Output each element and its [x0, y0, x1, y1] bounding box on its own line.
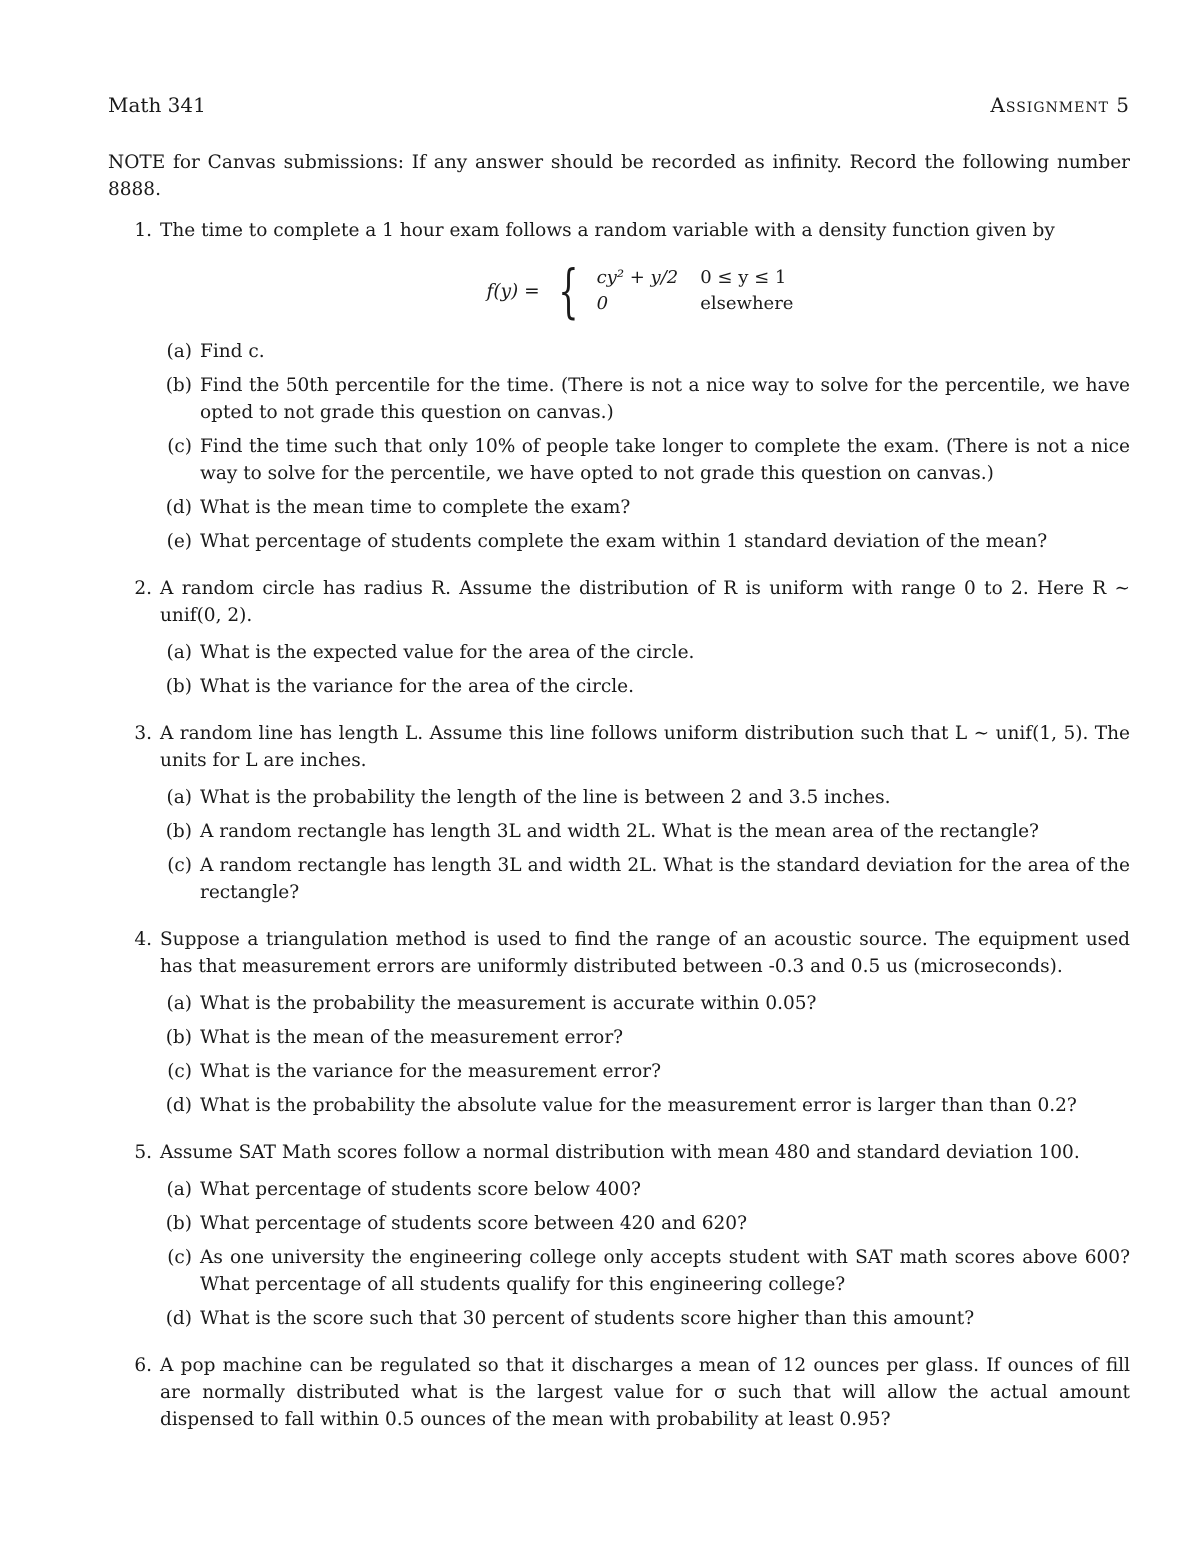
problem-6	[108, 1352, 1130, 1433]
problem-text: Assume SAT Math scores follow a normal distribution with mean 480 and standard deviation 100.	[160, 1142, 1080, 1163]
part-5c: (c) As one university the engineering college only accepts student with SAT math scores above 600? What percentage of all students qualify for this engineering college?	[167, 1247, 1130, 1295]
part-5d: (d) What is the score such that 30 percent of students score higher than this amount?	[165, 1308, 975, 1329]
problem-number: 1.	[134, 220, 152, 241]
course-title: Math 341	[108, 93, 206, 117]
problem-text: A pop machine can be regulated so that it discharges a mean of 12 ounces per glass. If ounces of fill are normally distributed what is the largest value for σ such that will allow the actual amount dispensed to fall within 0.5 ounces of the mean with probability at least 0.95?	[160, 1355, 1130, 1430]
part-3b: (b) A random rectangle has length 3L and width 2L. What is the mean area of the rectangle?	[165, 821, 1039, 842]
part-4b: (b) What is the mean of the measurement error?	[165, 1027, 624, 1048]
part-4a: (a) What is the probability the measurement is accurate within 0.05?	[166, 993, 817, 1014]
assignment-title: Assignment 5	[990, 93, 1130, 117]
part-1e: (e) What percentage of students complete the exam within 1 standard deviation of the mean?	[166, 531, 1048, 552]
problem-number: 2.	[134, 578, 152, 599]
formula-lhs: f(y) =	[486, 280, 540, 302]
problem-text: The time to complete a 1 hour exam follows a random variable with a density function given by	[160, 220, 1055, 241]
part-1a: (a) Find c.	[166, 341, 265, 362]
problem-text: Suppose a triangulation method is used to find the range of an acoustic source. The equipment used has that measurement errors are uniformly distributed between -0.3 and 0.5 us (microseconds).	[160, 929, 1130, 977]
part-3a: (a) What is the probability the length of the line is between 2 and 3.5 inches.	[166, 787, 891, 808]
problem-number: 5.	[134, 1142, 152, 1163]
problem-number: 6.	[134, 1355, 152, 1376]
left-brace: {	[557, 257, 579, 325]
part-2b: (b) What is the variance for the area of the circle.	[165, 676, 635, 697]
problem-number: 4.	[134, 929, 152, 950]
piece-2-cond: elsewhere	[700, 293, 794, 314]
problem-4	[108, 926, 1130, 1119]
problem-number: 3.	[134, 723, 152, 744]
problem-text: A random line has length L. Assume this line follows uniform distribution such that L ∼ unif(1, 5). The units for L are inches.	[160, 723, 1130, 771]
piecewise-table	[597, 265, 804, 317]
piece-1-expr: cy² + y/2	[596, 267, 679, 288]
part-2a: (a) What is the expected value for the area of the circle.	[166, 642, 695, 663]
density-formula	[160, 257, 1130, 325]
problem-1	[108, 217, 1130, 555]
page-header	[108, 92, 1130, 119]
piece-2-expr: 0	[596, 293, 609, 314]
problem-5	[108, 1139, 1130, 1332]
assignment-page	[108, 92, 1130, 1439]
piece-1-cond: 0 ≤ y ≤ 1	[700, 267, 787, 288]
part-1c: (c) Find the time such that only 10% of people take longer to complete the exam. (There is not a nice way to solve for the percentile, we have opted to not grade this question on canvas.)	[167, 436, 1130, 484]
part-3c: (c) A random rectangle has length 3L and width 2L. What is the standard deviation for the area of the rectangle?	[167, 855, 1130, 903]
part-5b: (b) What percentage of students score between 420 and 620?	[165, 1213, 747, 1234]
problem-3	[108, 720, 1130, 906]
part-4c: (c) What is the variance for the measurement error?	[167, 1061, 661, 1082]
problem-2	[108, 575, 1130, 700]
canvas-note: NOTE for Canvas submissions: If any answer should be recorded as infinity. Record the following number 8888.	[108, 152, 1130, 200]
part-1b: (b) Find the 50th percentile for the time. (There is not a nice way to solve for the percentile, we have opted to not grade this question on canvas.)	[165, 375, 1130, 423]
part-5a: (a) What percentage of students score below 400?	[166, 1179, 641, 1200]
problem-text: A random circle has radius R. Assume the distribution of R is uniform with range 0 to 2. Here R ∼ unif(0, 2).	[160, 578, 1130, 626]
part-4d: (d) What is the probability the absolute value for the measurement error is larger than than 0.2?	[165, 1095, 1077, 1116]
part-1d: (d) What is the mean time to complete the exam?	[165, 497, 631, 518]
